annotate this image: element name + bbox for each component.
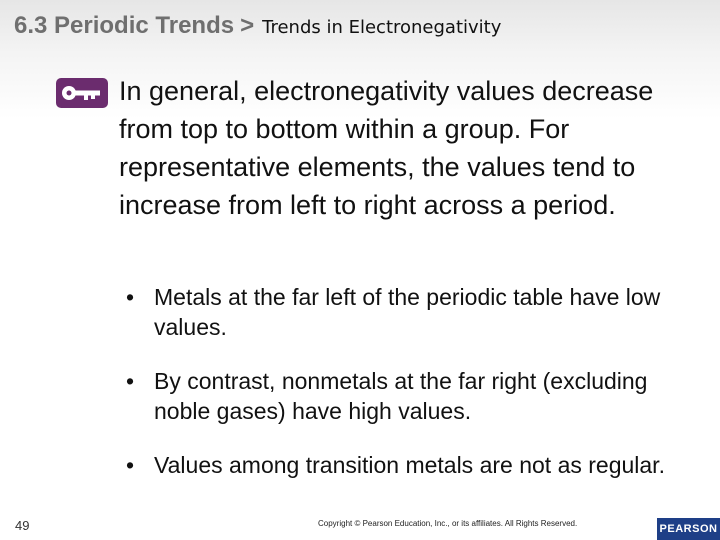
bullet-dot: • xyxy=(126,452,135,478)
bullet-item xyxy=(126,450,696,480)
key-concept-text: In general, electronegativity values decrease from top to bottom within a group. For representative elements, the values tend to increase from left to right across a period. xyxy=(119,76,654,220)
copyright-notice: Copyright © Pearson Education, Inc., or its affiliates. All Rights Reserved. xyxy=(318,519,578,528)
key-icon xyxy=(56,78,108,108)
section-title: 6.3 Periodic Trends xyxy=(14,12,235,39)
bullet-text: By contrast, nonmetals at the far right (excluding noble gases) have high values. xyxy=(154,368,648,424)
bullet-item xyxy=(126,282,696,342)
bullet-item xyxy=(126,366,696,426)
pearson-logo: PEARSON xyxy=(657,518,720,540)
topic-title: Trends in Electronegativity xyxy=(262,17,502,38)
bullet-dot: • xyxy=(126,284,135,310)
bullet-text: Values among transition metals are not as regular. xyxy=(154,452,665,478)
slide-header xyxy=(14,12,501,40)
page-number: 49 xyxy=(15,518,30,533)
bullet-list xyxy=(126,282,696,504)
bullet-text: Metals at the far left of the periodic table have low values. xyxy=(154,284,661,340)
breadcrumb-separator: > xyxy=(240,12,255,39)
bullet-dot: • xyxy=(126,368,135,394)
